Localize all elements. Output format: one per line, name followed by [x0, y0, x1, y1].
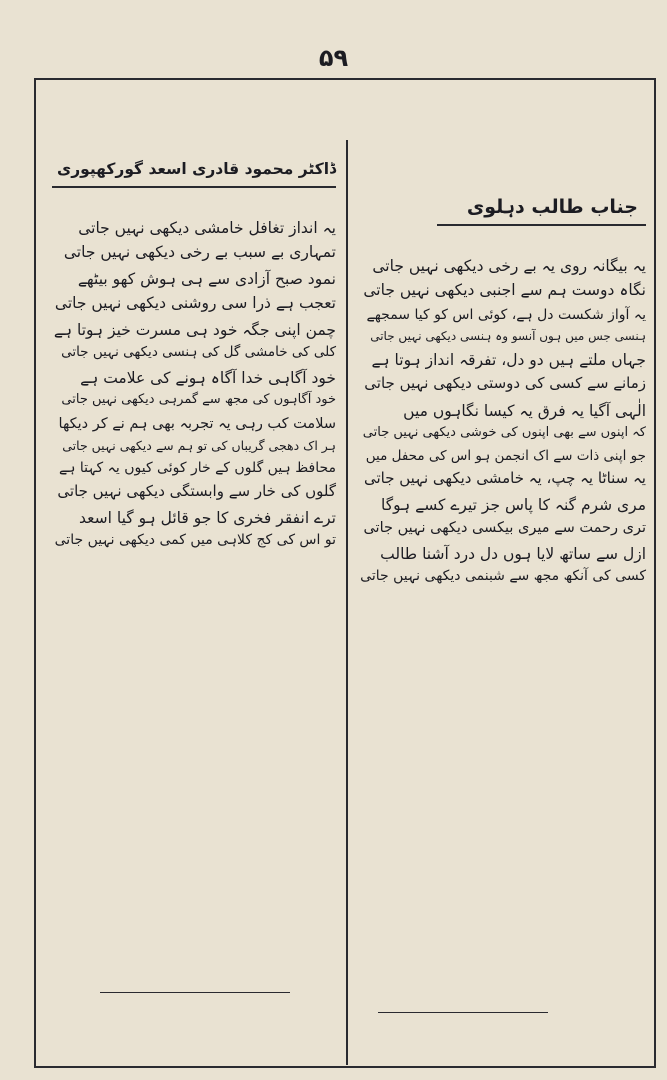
verse-line: تعجب ہے ذرا سی روشنی دیکھی نہیں جاتی	[54, 294, 336, 313]
couplet	[360, 254, 646, 302]
right-end-rule	[378, 1012, 548, 1013]
verse-line: خود آگاہوں کی مجھ سے گمرہی دیکھی نہیں جاتی	[61, 392, 336, 408]
left-end-rule	[100, 992, 290, 993]
verse-line: ترے انفقر فخری کا جو قائل ہو گیا اسعد	[79, 508, 336, 527]
verse-line: کہ اپنوں سے بھی اپنوں کی خوشی دیکھی نہیں جاتی	[362, 424, 646, 440]
verse-line: سلامت کب رہی یہ تجربہ بھی ہم نے کر دیکھا	[58, 416, 336, 433]
verse-line: زمانے سے کسی کی دوستی دیکھی نہیں جاتی	[364, 374, 646, 393]
verse-line: ہر اک دھجی گریباں کی تو ہم سے دیکھی نہیں جاتی	[62, 437, 336, 453]
left-column	[52, 160, 336, 555]
couplet	[52, 318, 336, 363]
right-column	[360, 196, 646, 591]
verse-line: مری شرم گنہ کا پاس جز تیرے کسے ہوگا	[381, 495, 646, 514]
couplet	[52, 458, 336, 503]
verse-line: چمن اپنی جگہ خود ہی مسرت خیز ہوتا ہے	[53, 321, 336, 340]
verse-line: ازل سے ساتھ لایا ہوں دل درد آشنا طالب	[380, 545, 646, 564]
verse-line: یہ آواز شکست دل ہے، کوئی اس کو کیا سمجھے	[366, 307, 646, 324]
couplet	[360, 399, 646, 443]
verse-line: الٰہی آگیا یہ فرق یہ کیسا نگاہوں میں	[403, 401, 646, 420]
verse-line: جو اپنی ذات سے اک انجمن ہو اس کی محفل میں	[365, 447, 646, 464]
verse-line: تمہاری بے سبب بے رخی دیکھی نہیں جاتی	[63, 243, 336, 262]
left-column-verses	[52, 216, 336, 552]
couplet	[360, 542, 646, 588]
right-column-title: جناب طالب دہلوی	[437, 196, 646, 226]
couplet	[52, 366, 336, 410]
column-divider	[346, 140, 348, 1065]
verse-line: گلوں کی خار سے وابستگی دیکھی نہیں جاتی	[57, 481, 336, 500]
verse-line: جہاں ملتے ہیں دو دل، تفرقہ انداز ہوتا ہے	[371, 351, 646, 370]
couplet	[52, 506, 336, 552]
verse-line: خود آگاہی خدا آگاہ ہونے کی علامت ہے	[80, 369, 336, 387]
verse-line: نمود صبح آزادی سے ہی ہوش کھو بیٹھے	[77, 270, 336, 289]
verse-line: تو اس کی کج کلاہی میں کمی دیکھی نہیں جاتی	[54, 531, 336, 548]
couplet	[52, 267, 336, 315]
verse-line: نگاہ دوست ہم سے اجنبی دیکھی نہیں جاتی	[363, 281, 646, 300]
verse-line: کلی کی خامشی گل کی ہنسی دیکھی نہیں جاتی	[61, 344, 336, 361]
verse-line: یہ سناٹا یہ چپ، یہ خامشی دیکھی نہیں جاتی	[363, 468, 646, 487]
left-column-title: ڈاکٹر محمود قادری اسعد گورکھپوری	[52, 160, 336, 188]
verse-line: یہ انداز تغافل خامشی دیکھی نہیں جاتی	[78, 219, 336, 237]
couplet	[360, 305, 646, 345]
verse-line: محافظ ہیں گلوں کے خار کوئی کیوں یہ کہتا ہے	[58, 460, 336, 476]
verse-line: یہ بیگانہ روی یہ بے رخی دیکھی نہیں جاتی	[372, 257, 646, 275]
page-number: ۵۹	[318, 44, 349, 72]
couplet	[360, 446, 646, 490]
verse-line: ہنسی جس میں ہوں آنسو وہ ہنسی دیکھی نہیں جاتی	[370, 328, 646, 343]
verse-line: کسی کی آنکھ مجھ سے شبنمی دیکھی نہیں جاتی	[360, 568, 646, 585]
verse-line: تری رحمت سے میری بیکسی دیکھی نہیں جاتی	[363, 519, 646, 536]
couplet	[52, 216, 336, 264]
couplet	[360, 348, 646, 395]
couplet	[360, 493, 646, 539]
right-column-verses	[360, 254, 646, 588]
couplet	[52, 413, 336, 455]
